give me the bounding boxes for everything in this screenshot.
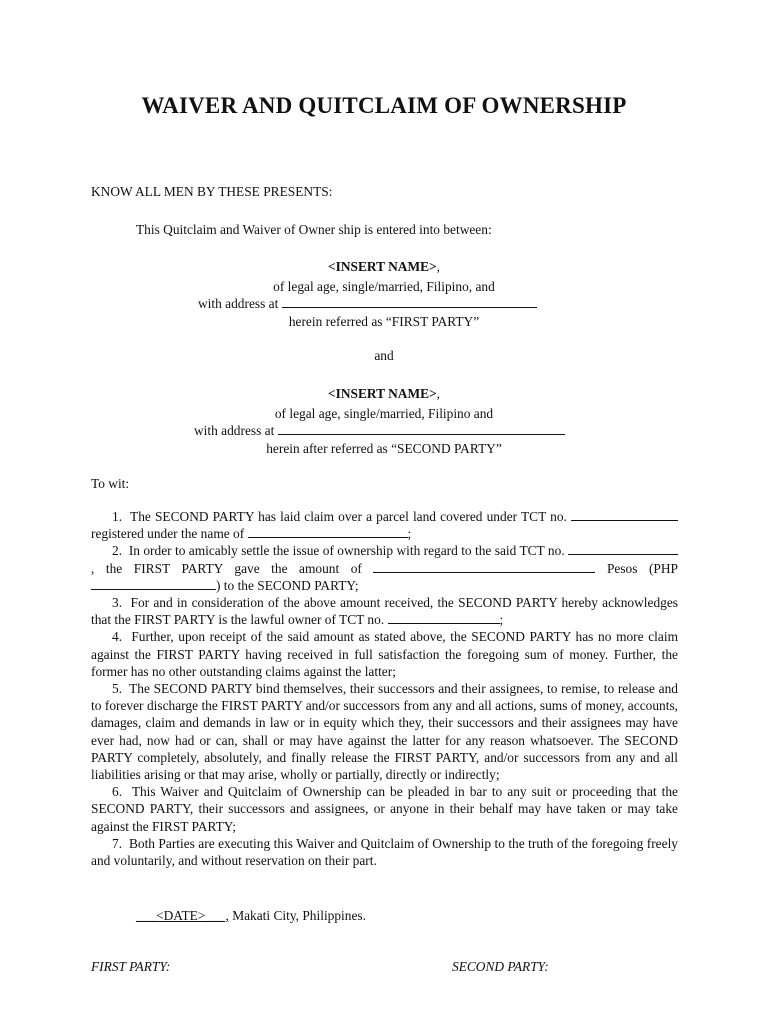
document-title: WAIVER AND QUITCLAIM OF OWNERSHIP xyxy=(141,93,627,118)
second-party-details: of legal age, single/married, Filipino and xyxy=(274,406,494,421)
clause-text: In order to amicably settle the issue of ownership with regard to the said TCT no. xyxy=(128,543,568,559)
first-party-name-line xyxy=(0,258,768,275)
first-party-details: of legal age, single/married, Filipino, and xyxy=(273,279,495,294)
first-party-address-label: with address at xyxy=(198,296,279,311)
clause-6 xyxy=(91,783,678,835)
clause-text: Both Parties are executing this Waiver and Quitclaim of Ownership to the truth of the foregoing freely and voluntarily, and without reservation on their part. xyxy=(91,835,678,869)
clause-text: Further, upon receipt of the said amount as stated above, the SECOND PARTY has no more claim against the FIRST PARTY having received in full satisfaction the foregoing sum of money. Further, the former has no other outstanding claims against the latter; xyxy=(91,629,678,679)
first-party-name-suffix: , xyxy=(436,259,441,274)
clause-text: ; xyxy=(499,612,504,628)
and-text: and xyxy=(374,348,394,363)
clause-text: The SECOND PARTY has laid claim over a parcel land covered under TCT no. xyxy=(130,509,571,524)
clause-1 xyxy=(91,508,678,542)
clause-number: 1. xyxy=(112,509,123,524)
clause-text: Pesos (PHP xyxy=(606,560,678,576)
first-party-referred: herein referred as “FIRST PARTY” xyxy=(288,314,480,329)
clause-number: 7. xyxy=(112,835,123,851)
owner-name-blank xyxy=(248,525,408,538)
clause-text: For and in consideration of the above amount received, the SECOND PARTY hereby acknowledges that the FIRST PARTY is the lawful owner of TCT no. xyxy=(91,595,678,628)
intro-text: This Quitclaim and Waiver of Owner ship is entered into between: xyxy=(136,222,492,237)
clause-number: 5. xyxy=(112,681,123,697)
clause-number: 3. xyxy=(112,595,123,611)
second-party-referred: herein after referred as “SECOND PARTY” xyxy=(266,441,502,456)
first-party-address-line xyxy=(198,295,537,312)
second-party-address-line xyxy=(194,422,565,439)
date-place: Makati City, Philippines. xyxy=(228,908,366,923)
tct-blank xyxy=(568,542,678,555)
amount-php-blank xyxy=(91,577,216,590)
clause-7 xyxy=(91,835,678,869)
clause-text: This Waiver and Quitclaim of Ownership can be pleaded in bar to any suit or proceeding that the SECOND PARTY, their successors and assignees, or anyone in their behalf may have taken or may take against the FIRST PARTY; xyxy=(91,784,678,834)
clause-text: registered under the name of xyxy=(91,526,248,542)
first-party-address-blank xyxy=(282,295,537,308)
first-party-signature-label: FIRST PARTY: xyxy=(91,959,171,974)
date-line xyxy=(136,907,366,924)
clause-text: ) to the SECOND PARTY; xyxy=(216,577,359,593)
clause-text: , the FIRST PARTY gave the amount of xyxy=(91,560,374,576)
second-party-name-suffix: , xyxy=(436,386,441,401)
second-party-name-line xyxy=(0,385,768,402)
to-wit: To wit: xyxy=(91,476,130,491)
clause-text: ; xyxy=(407,526,412,542)
preamble: KNOW ALL MEN BY THESE PRESENTS: xyxy=(91,184,333,199)
date-placeholder: ___<DATE>___, xyxy=(136,908,229,923)
first-party-name: <INSERT NAME> xyxy=(327,259,437,274)
tct-blank xyxy=(388,611,500,624)
clause-number: 6. xyxy=(112,784,123,800)
second-party-address-label: with address at xyxy=(194,423,275,438)
clauses-list xyxy=(91,508,678,869)
second-party-address-blank xyxy=(278,422,565,435)
clause-5 xyxy=(91,680,678,783)
clause-3 xyxy=(91,594,678,628)
second-party-signature-label: SECOND PARTY: xyxy=(452,959,549,974)
clause-4 xyxy=(91,628,678,680)
amount-words-blank xyxy=(373,560,595,573)
clause-number: 2. xyxy=(112,543,123,559)
second-party-name: <INSERT NAME> xyxy=(327,386,437,401)
clause-number: 4. xyxy=(112,629,123,645)
clause-text: The SECOND PARTY bind themselves, their successors and their assignees, to remise, to release and to forever discharge the FIRST PARTY and/or successors from any and all actions, sums of money, accounts, damages, claim and demands in law or in equity which they, their successors and their assignees may have ever had, now had or can, shall or may have against the latter for any reason whatsoever. The SECOND PARTY completely, absolutely, and finally release the FIRST PARTY, and/or successors from any and all liabilities arising or that may arise, wholly or partially, directly or indirectly; xyxy=(91,681,678,783)
clause-2 xyxy=(91,542,678,594)
tct-blank xyxy=(571,508,678,521)
